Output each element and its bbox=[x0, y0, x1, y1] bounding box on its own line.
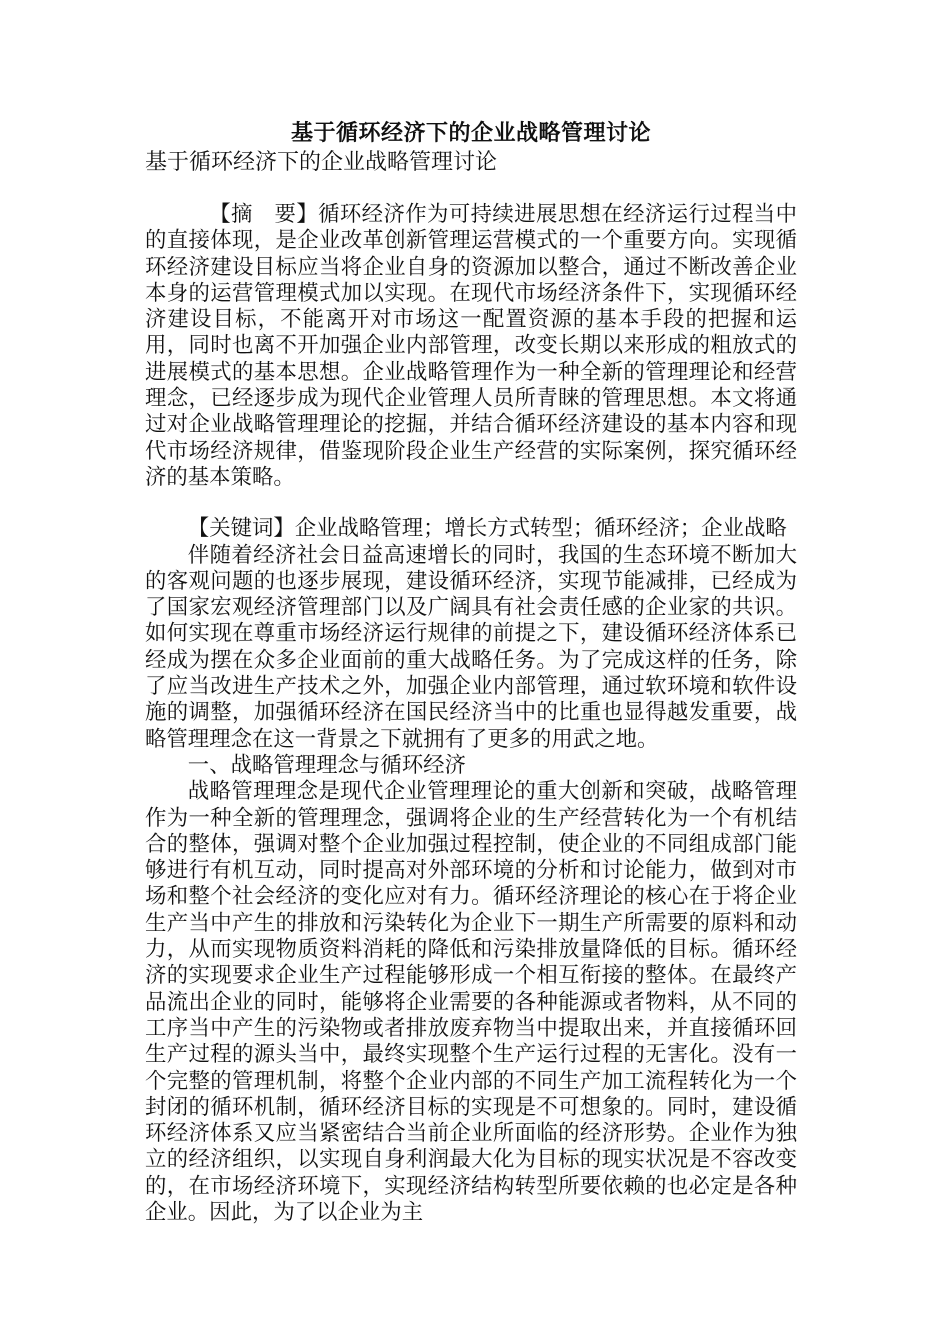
keywords-paragraph: 【关键词】企业战略管理；增长方式转型；循环经济；企业战略 bbox=[187, 516, 787, 542]
abstract-paragraph: 【摘 要】循环经济作为可持续进展思想在经济运行过程当中的直接体现，是企业改革创新管理运营模式的一个重要方向。实现循环经济建设目标应当将企业自身的资源加以整合，通过不断改善企业本身的运营管理模式加以实现。在现代市场经济条件下，实现循环经济建设目标，不能离开对市场这一配置资源的基本手段的把握和运用，同时也离不开加强企业内部管理，改变长期以来形成的粗放式的进展模式的基本思想。企业战略管理作为一种全新的管理理论和经营理念，已经逐步成为现代企业管理人员所青睐的管理思想。本文将通过对企业战略管理理论的挖掘，并结合循环经济建设的基本内容和现代市场经济规律，借鉴现阶段企业生产经营的实际案例，探究循环经济的基本策略。 bbox=[145, 202, 797, 490]
document-subtitle: 基于循环经济下的企业战略管理讨论 bbox=[145, 150, 498, 175]
intro-paragraph: 伴随着经济社会日益高速增长的同时，我国的生态环境不断加大的客观问题的也逐步展现，建设循环经济，实现节能减排，已经成为了国家宏观经济管理部门以及广阔具有社会责任感的企业家的共识。如何实现在尊重市场经济运行规律的前提之下，建设循环经济体系已经成为摆在众多企业面前的重大战略任务。为了完成这样的任务，除了应当改进生产技术之外，加强企业内部管理，通过软环境和软件设施的调整，加强循环经济在国民经济当中的比重也显得越发重要，战略管理理念在这一背景之下就拥有了更多的用武之地。 bbox=[145, 542, 797, 752]
section-body-paragraph: 战略管理理念是现代企业管理理论的重大创新和突破，战略管理作为一种全新的管理理念，强调将企业的生产经营转化为一个有机结合的整体，强调对整个企业加强过程控制，使企业的不同组成部门能够进行有机互动，同时提高对外部环境的分析和讨论能力，做到对市场和整个社会经济的变化应对有力。循环经济理论的核心在于将企业生产当中产生的排放和污染转化为企业下一期生产所需要的原料和动力，从而实现物质资料消耗的降低和污染排放量降低的目标。循环经济的实现要求企业生产过程能够形成一个相互衔接的整体。在最终产品流出企业的同时，能够将企业需要的各种能源或者物料，从不同的工序当中产生的污染物或者排放废弃物当中提取出来，并直接循环回生产过程的源头当中，最终实现整个生产运行过程的无害化。没有一个完整的管理机制，将整个企业内部的不同生产加工流程转化为一个封闭的循环机制，循环经济目标的实现是不可想象的。同时，建设循环经济体系又应当紧密结合当前企业所面临的经济形势。企业作为独立的经济组织，以实现自身利润最大化为目标的现实状况是不容改变的，在市场经济环境下，实现经济结构转型所要依赖的也必定是各种企业。因此，为了以企业为主 bbox=[145, 779, 797, 1225]
section-heading: 一、战略管理理念与循环经济 bbox=[187, 752, 466, 778]
document-title: 基于循环经济下的企业战略管理讨论 bbox=[290, 120, 651, 146]
document-page bbox=[145, 118, 797, 1226]
